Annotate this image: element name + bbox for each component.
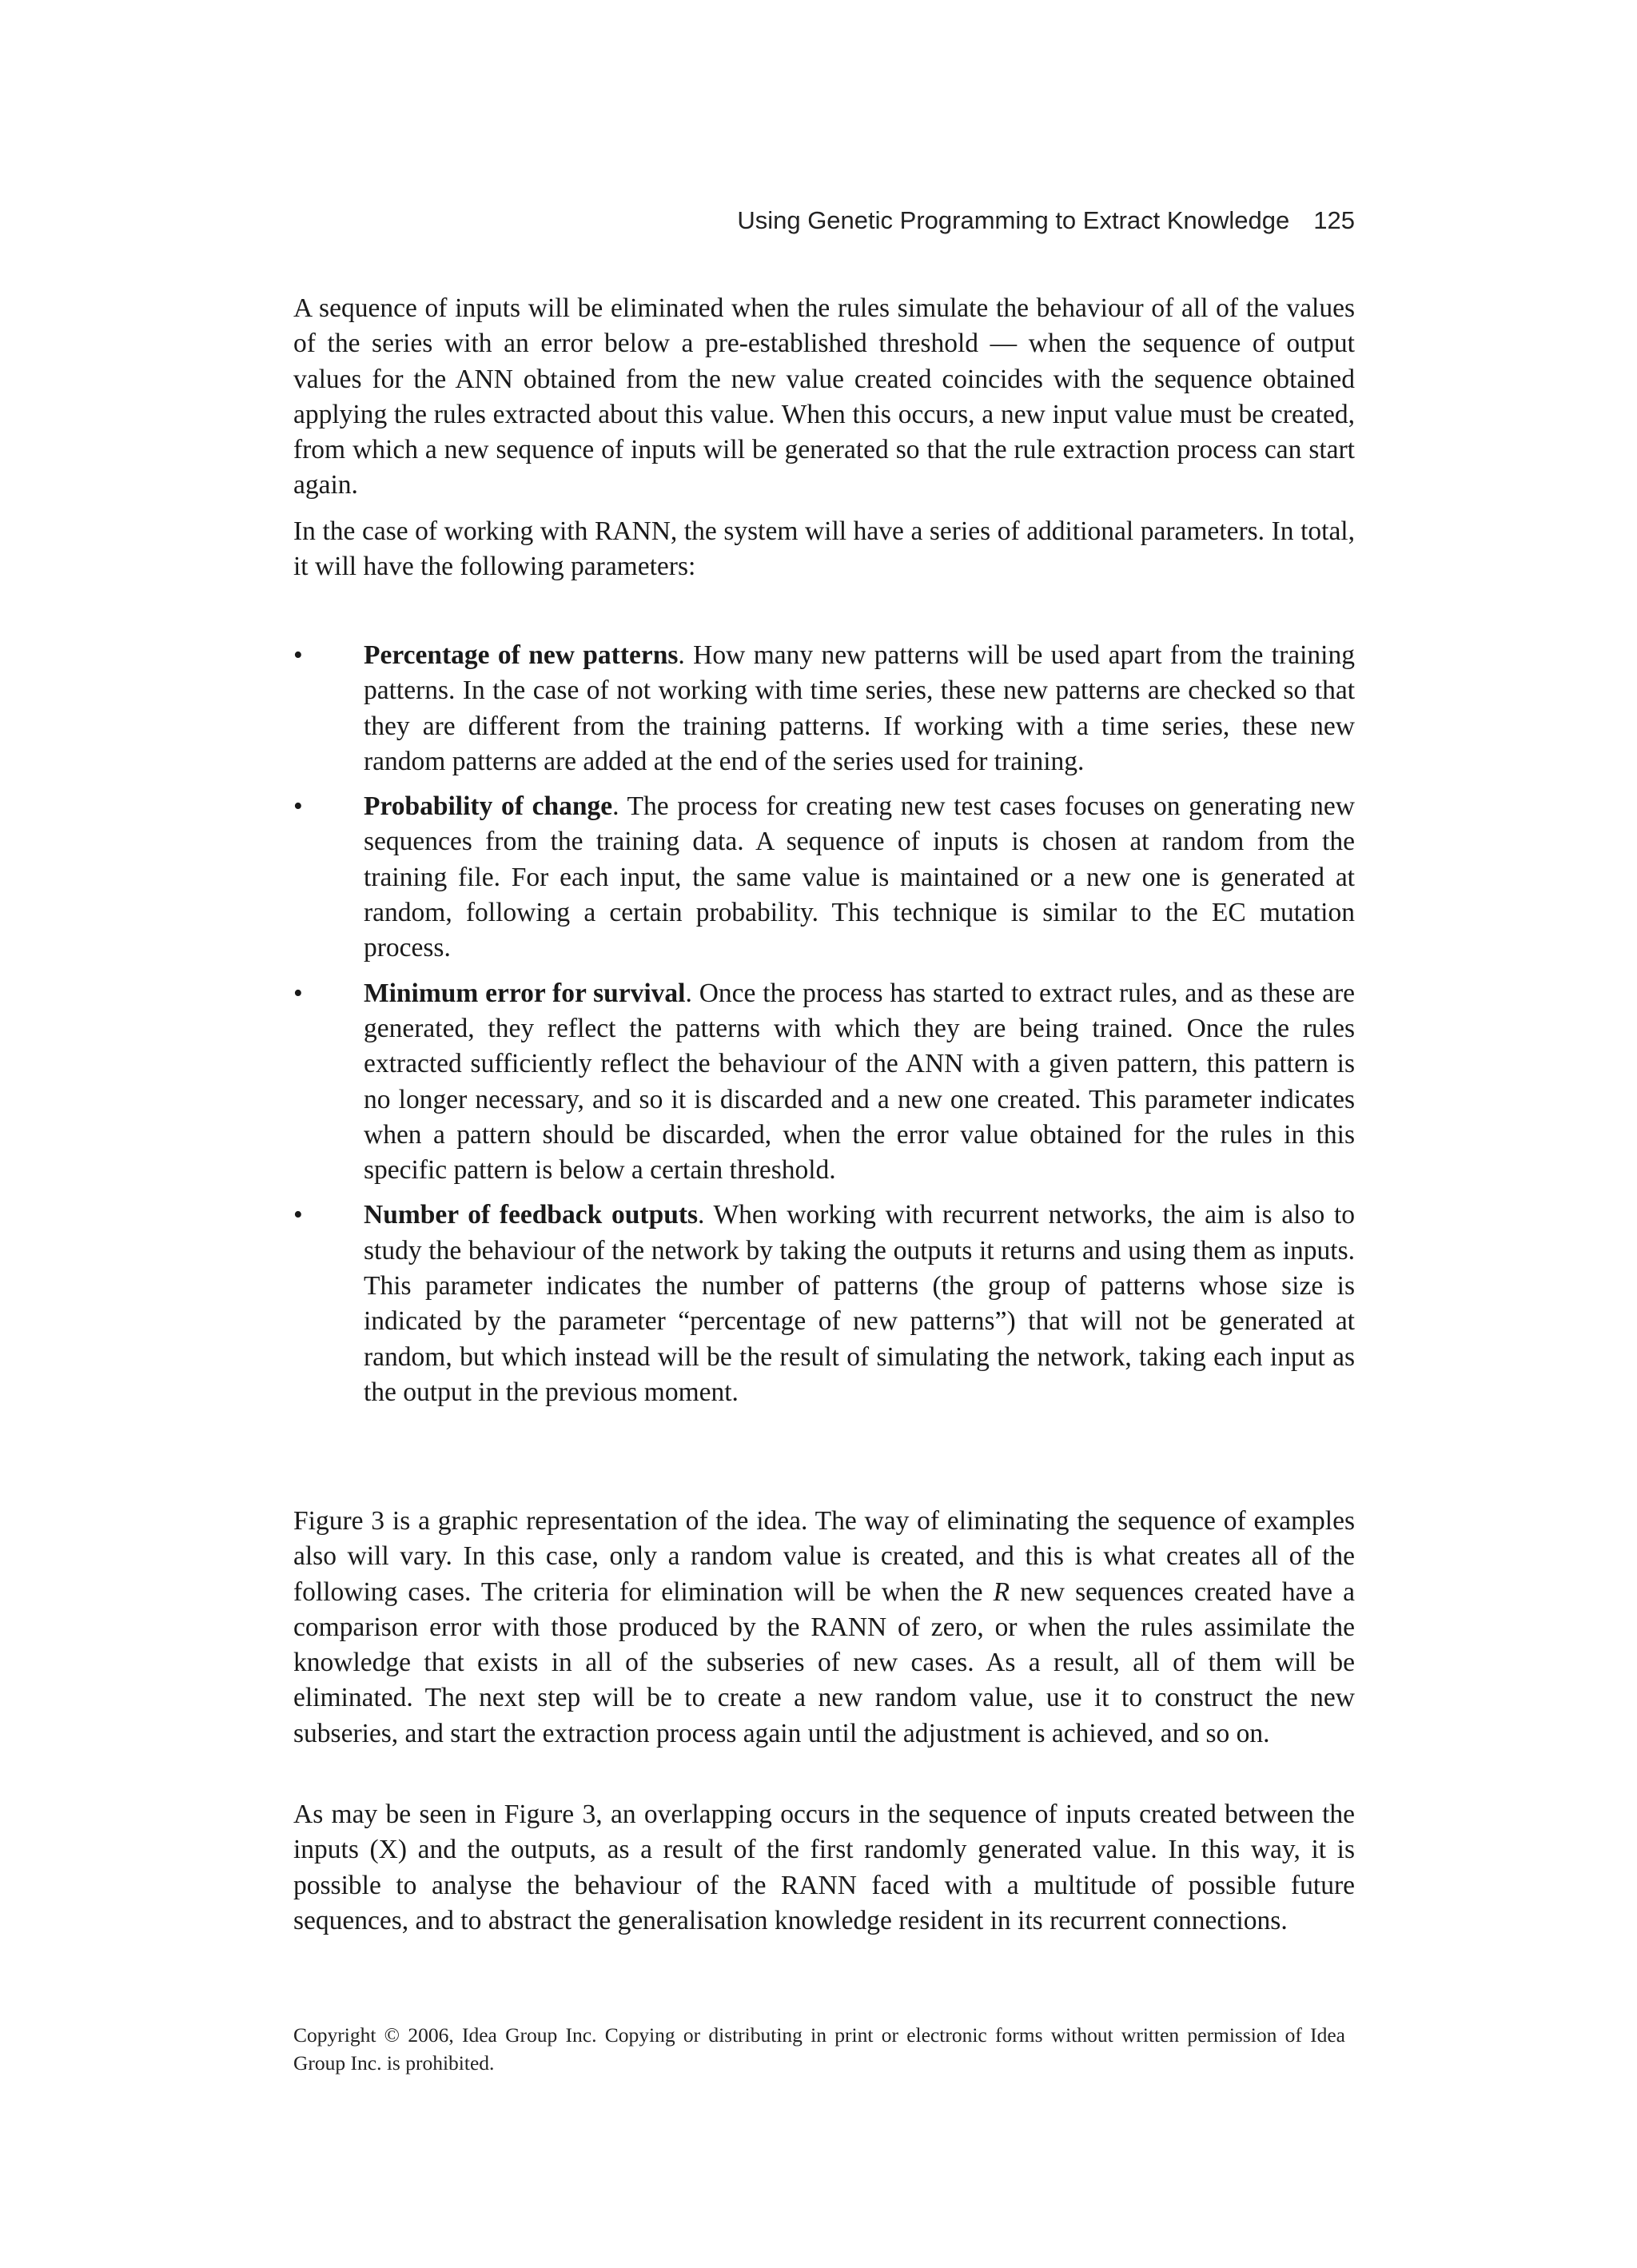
list-item — [293, 1198, 1355, 1410]
bullet-icon: • — [293, 1200, 303, 1230]
list-item — [293, 638, 1355, 779]
bullet-term: Minimum error for survival — [364, 978, 686, 1008]
paragraph-sequence-elimination: A sequence of inputs will be eliminated when the rules simulate the behaviour of all of the values of the series with an error below a pre-established threshold — when the sequence of output values for the ANN obtained from the new value created coincides with the sequence obtained applying the rules extracted about this value. When this occurs, a new input value must be created, from which a new sequence of inputs will be generated so that the rule extraction process can start again. — [293, 293, 1355, 500]
bullet-icon: • — [293, 640, 303, 670]
parameter-list — [293, 638, 1355, 1420]
running-head — [737, 206, 1355, 235]
page-number: 125 — [1313, 206, 1355, 234]
running-head-title: Using Genetic Programming to Extract Knowledge — [737, 206, 1290, 234]
bullet-term: Number of feedback outputs — [364, 1200, 699, 1230]
bullet-description: . How many new patterns will be used apart from the training patterns. In the case of not working with time series, these new patterns are checked so that they are different from the training patterns. If working with a time series, these new random patterns are added at the end of the series used for training. — [364, 640, 1355, 776]
paragraph-text: new sequences created have a comparison error with those produced by the RANN of zero, or when the rules assimilate the knowledge that exists in all of the subseries of new cases. As a result, all of them will be eliminated. The next step will be to create a new random value, use it to construct the new subseries, and start the extraction process again until the adjustment is achieved, and so on. — [293, 1576, 1356, 1748]
paragraph-figure-3-description — [293, 1504, 1355, 1752]
bullet-icon: • — [293, 791, 303, 822]
bullet-term: Probability of change — [364, 791, 613, 822]
paragraph-overlapping-inputs: As may be seen in Figure 3, an overlapping occurs in the sequence of inputs created between the inputs (X) and the outputs, as a result of the first randomly generated value. In this way, it is possible to analyse the behaviour of the RANN faced with a multitude of possible future sequences, and to abstract the generalisation knowledge resident in its recurrent connections. — [293, 1800, 1355, 1935]
bullet-description: . The process for creating new test cases focuses on generating new sequences from the training data. A sequence of inputs is chosen at random from the training file. For each input, the same value is maintained or a new one is generated at random, following a certain probability. This technique is similar to the EC mutation process. — [364, 791, 1355, 963]
bullet-icon: • — [293, 978, 303, 1008]
list-item — [293, 789, 1355, 966]
variable-r: R — [993, 1576, 1010, 1607]
book-page — [293, 0, 1355, 2268]
copyright-notice: Copyright © 2006, Idea Group Inc. Copying or distributing in print or electronic forms without written permission of Idea Group Inc. is prohibited. — [293, 2023, 1345, 2075]
paragraph-rann-parameters-intro: In the case of working with RANN, the system will have a series of additional parameters. In total, it will have the following parameters: — [293, 516, 1355, 582]
bullet-description: . Once the process has started to extract rules, and as these are generated, they reflect the patterns with which they are being trained. Once the rules extracted sufficiently reflect the behaviour of the ANN with a given pattern, this pattern is no longer necessary, and so it is discarded and a new one created. This parameter indicates when a pattern should be discarded, when the error value obtained for the rules in this specific pattern is below a certain threshold. — [364, 978, 1355, 1186]
bullet-description: . When working with recurrent networks, the aim is also to study the behaviour of the network by taking the outputs it returns and using them as inputs. This parameter indicates the number of patterns (the group of patterns whose size is indicated by the parameter “percentage of new patterns”) that will not be generated at random, but which instead will be the result of simulating the network, taking each input as the output in the previous moment. — [364, 1200, 1355, 1407]
list-item — [293, 976, 1355, 1189]
paragraph-text: Figure 3 is a graphic representation of the idea. The way of eliminating the sequence of examples also will vary. In this case, only a random value is created, and this is what creates all of the following cases. The criteria for elimination will be when the — [293, 1506, 1355, 1607]
bullet-term: Percentage of new patterns — [364, 640, 679, 670]
